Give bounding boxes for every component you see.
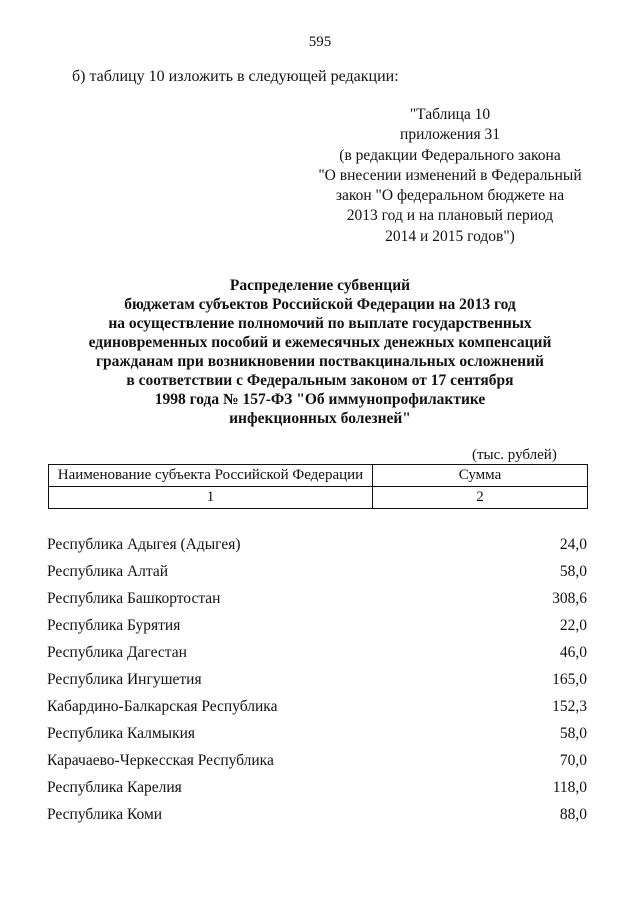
preamble-line: "О внесении изменений в Федеральный [318,166,582,184]
table-row [47,558,587,585]
preamble-line: (в редакции Федерального закона [339,146,561,164]
heading-line: 1998 года № 157-ФЗ "Об иммунопрофилактике [154,391,486,408]
preamble-line: 2013 год и на плановый период [346,207,554,225]
heading-line: на осуществление полномочий по выплате государственных [108,315,532,332]
page-number: 595 [308,34,332,50]
preamble-line: "Таблица 10 [409,106,491,123]
column-number-sum: 2 [373,487,588,509]
table-header [48,464,588,509]
region-name: Республика Калмыкия [47,725,196,742]
document-heading [40,276,600,428]
column-header-name: Наименование субъекта Российской Федерации [49,465,373,487]
region-name: Республика Адыгея (Адыгея) [47,536,241,553]
column-header-sum: Сумма [373,465,588,487]
intro-text: б) таблицу 10 изложить в следующей редакции: [72,68,399,85]
heading-line: Распределение субвенций [229,277,411,294]
amount-value: 88,0 [559,806,587,823]
table-row [47,693,587,720]
preamble-line: приложения 31 [400,126,500,144]
units-label: (тыс. рублей) [472,447,557,463]
table-row [47,612,587,639]
preamble-line: закон "О федеральном бюджете на [335,187,565,205]
preamble-line: 2014 и 2015 годов") [385,227,515,245]
table-row [47,639,587,666]
region-name: Карачаево-Черкесская Республика [47,752,274,769]
amount-value: 165,0 [552,671,587,688]
heading-line: инфекционных болезней" [229,410,411,427]
table-row [47,747,587,774]
heading-line: бюджетам субъектов Российской Федерации на 2013 год [124,296,516,313]
amount-value: 46,0 [559,644,587,661]
table-row [47,720,587,747]
amount-value: 58,0 [559,563,587,580]
region-name: Республика Дагестан [47,644,187,661]
region-name: Республика Ингушетия [47,671,202,688]
region-name: Республика Алтай [47,563,169,580]
amount-value: 22,0 [559,617,587,634]
region-name: Республика Бурятия [47,617,181,634]
region-name: Кабардино-Балкарская Республика [47,698,278,715]
heading-line: гражданам при возникновении поствакцинальных осложнений [96,353,544,370]
column-number-name: 1 [49,487,373,509]
amount-value: 24,0 [559,536,587,553]
amount-value: 58,0 [559,725,587,742]
table-row [47,801,587,828]
table-preamble [305,105,595,247]
amount-value: 70,0 [559,752,587,769]
heading-line: в соответствии с Федеральным законом от 17 сентября [126,372,514,389]
region-name: Республика Башкортостан [47,590,221,607]
amount-value: 118,0 [552,779,587,796]
table-row [47,774,587,801]
heading-line: единовременных пособий и ежемесячных денежных компенсаций [88,334,552,351]
amount-value: 308,6 [552,590,587,607]
table-row [47,585,587,612]
region-name: Республика Карелия [47,779,182,796]
table-row [47,531,587,558]
table-row [47,666,587,693]
table-body [47,531,587,828]
region-name: Республика Коми [47,806,163,823]
amount-value: 152,3 [552,698,587,715]
